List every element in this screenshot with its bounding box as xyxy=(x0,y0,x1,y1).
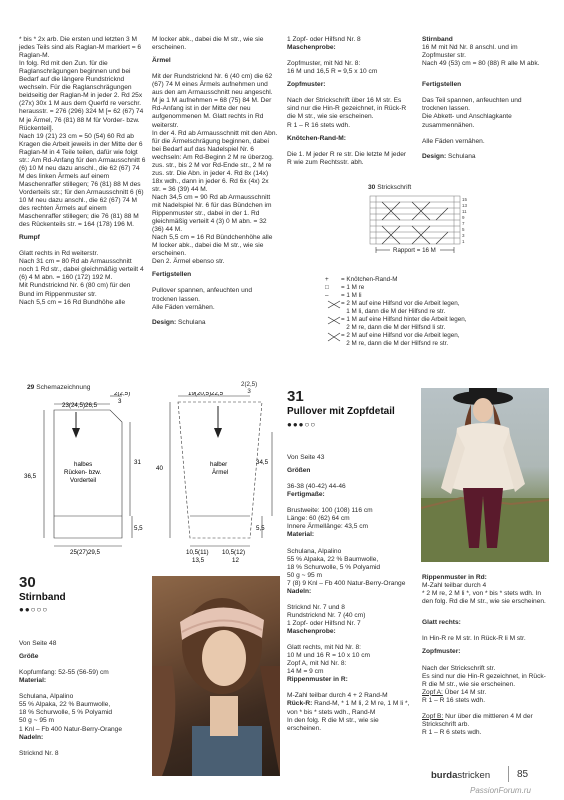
instructions-raglan: * bis * 2x arb. Die ersten und letzten 3 M jedes Teils sind als Raglan-M markiert = 6 Raglan-M. In folg. Rd mit den Zun. für die Raglanschrägungen beginnen und bei Bedarf auf die längere Rundstricknd wechseln. Für die Raglanschrägungen beidseitig der Raglan-M in jeder 2. Rd 25x (27x) 30x 1 M aus dem Querfd re verschr. herausstr. = 276 (296) 324 M [= 62 (67) 74 M je Ärmel, 76 (81) 88 M für Vorder- bzw. Rückenteil]. Nach 19 (21) 23 cm = 50 (54) 60 Rd ab Kragen die Arbeit jeweils in der Mitte der 6 Raglan-M in 4 Teile teilen, dafür wie folgt str.: Am Rd-Anfang für den Armausschnitt 6 (6) 10 M neu dazu anschl., die 62 (67) 74 M des linken Ärmels auf einem Maschenraffer stillegen; 76 (81) 88 M des Vorderteils str.; für den Armausschnitt 6 (6) 10 M neu dazu anschl., die 62 (67) 74 M des rechten Ärmels auf einem Maschenraffer stillegen; die 76 (81) 88 M des Rückenteils str. = 164 (178) 196 M. xyxy=(19,36,146,229)
item-31-number: 31 xyxy=(287,388,304,405)
zopf-a-line: Zopf A: Über 14 M str. R 1 – R 16 stets wdh. xyxy=(422,688,487,704)
item-30-number: 30 xyxy=(19,574,36,591)
legend-text-cable-3: = 2 M auf eine Hilfsnd vor die Arbeit legen, 2 M re, dann die M der Hilfsnd re str. xyxy=(341,332,460,347)
legend-text-cable-1: = 2 M auf eine Hilfsnd vor die Arbeit legen, 1 M li, dann die M der Hilfsnd re str. xyxy=(341,300,460,315)
fertigstellen-text-2: Das Teil spannen, anfeuchten und trocknen lassen. Die Abkett- und Anschlagkante zusammennähen. Alle Fäden vernähen. xyxy=(422,97,522,145)
nadeln-text: Stricknd Nr. 7 und 8 Rundstricknd Nr. 7 (40 cm) 1 Zopf- oder Hilfsnd Nr. 7 xyxy=(287,603,366,627)
design-credit: Design: Schulana xyxy=(152,318,206,326)
dim-front-height: 36,5 xyxy=(24,473,37,480)
dim-front-rib: 5,5 xyxy=(134,525,143,532)
item-30-header xyxy=(19,574,146,614)
heading-groesse: Größe xyxy=(19,653,39,661)
chart-30-caption: 30 Strickschrift xyxy=(368,184,412,191)
legend-sym-purl: – xyxy=(325,292,329,299)
heading-zopfmuster: Zopfmuster: xyxy=(422,648,461,656)
heading-material: Material: xyxy=(19,677,47,685)
model-in-pullover-image xyxy=(421,388,549,562)
label-front-1: halbes xyxy=(74,461,93,468)
pullover-photo xyxy=(421,388,549,562)
heading-rippenmuster: Rippenmuster in R: xyxy=(287,676,348,684)
legend-text-purl: = 1 M li xyxy=(341,292,362,299)
item-30-title: Stirnband xyxy=(19,592,66,603)
legend-text-cable-2: = 1 M auf eine Hilfsnd hinter die Arbeit legen, 2 M re, dann die M der Hilfsnd li str. xyxy=(341,316,467,331)
rapport-label: Rapport = 16 M xyxy=(393,247,436,254)
section-heading-zopfmuster: Zopfmuster: xyxy=(287,81,326,89)
instructions-aermel: Mit der Rundstricknd Nr. 6 (40 cm) die 62 (67) 74 M eines Ärmels aufnehmen und aus den am Armausschnitt neu angeschl. M je 1 M aufnehmen = 68 (75) 84 M. Der Rd-Anfang ist in der Mitte der neu aufgenommenen M. Glatt rechts in Rd weiterstr. In der 4. Rd ab Armausschnitt mit den Abn. für die Ärmelschrägung beginnen, dabei bei Bedarf auf das Nadelspiel Nr. 6 wechseln: Am Rd-Beginn 2 M re überzog. zus. str., bis 2 M vor Rd-Ende str., 2 M re zus. str. Die Abn. in jeder 4. Rd 8x (14x) 18x wdh., dann in jeder 6. Rd 6x (4x) 2x str. = 36 (39) 44 M. Nach 34,5 cm = 90 Rd ab Armausschnitt mit Nadelspiel Nr. 6 für das Bündchen im Rippenmuster str., dabei in der 1. Rd gleichmäßig verteilt 4 (3) 0 M abn. = 32 (36) 44 M. Nach 5,5 cm = 16 Rd Bündchenhöhe alle M locker abk., dabei die M str., wie sie erscheinen. Den 2. Ärmel ebenso str. xyxy=(152,73,278,266)
gauge-text: Zopfmuster, mit Nd Nr. 8: 16 M und 16,5 R = 9,5 x 10 cm xyxy=(287,60,378,76)
column-2 xyxy=(152,28,279,335)
fertigmasse-text: Brustweite: 100 (108) 116 cm Länge: 60 (62) 64 cm Innere Ärmellänge: 43,5 cm xyxy=(287,507,373,531)
item-31-header xyxy=(287,388,412,429)
item-30-details xyxy=(19,632,146,758)
svg-text:12: 12 xyxy=(232,557,239,564)
stirnband-text: 16 M mit Nd Nr. 8 anschl. und im Zopfmuster str. Nach 49 (53) cm = 80 (88) R alle M abk. xyxy=(422,44,540,68)
section-heading-fertigstellen-2: Fertigstellen xyxy=(422,81,462,89)
svg-text:13,5: 13,5 xyxy=(192,557,205,564)
dim-front-top: 23(24,5)26,5 xyxy=(62,402,98,409)
legend-text-edge: = Knötchen-Rand-M xyxy=(341,276,398,283)
legend-text-knit: = 1 M re xyxy=(341,284,365,291)
item-31-title: Pullover mit Zopfdetail xyxy=(287,406,395,417)
item-31-details xyxy=(287,446,412,741)
row-number: 15 xyxy=(462,197,468,202)
rippenmuster-text: M-Zahl teilbar durch 4 + 2 Rand-M xyxy=(287,692,388,700)
groessen-text: 36-38 (40-42) 44-46 xyxy=(287,483,346,491)
column-1 xyxy=(19,28,146,307)
rueck-r-line: Rück-R: Rand-M, * 1 M li, 2 M re, 1 M li *, von * bis * stets wdh., Rand-M In den folg. R die M str., wie sie erscheinen. xyxy=(287,700,410,732)
column-4 xyxy=(422,28,547,169)
row-number: 1 xyxy=(462,239,465,244)
zopfmuster-text: Nach der Strickschrift str. Es sind nur die Hin-R gezeichnet, in Rück-R die M str., wie sie erscheinen. xyxy=(422,664,546,688)
row-number: 9 xyxy=(462,215,465,220)
maschenprobe-text: Glatt rechts, mit Nd Nr. 8: 10 M und 16 R = 10 x 10 cm Zopf A, mit Nd Nr. 8: 14 M = 9 cm xyxy=(287,644,371,676)
label-front-3: Vorderteil xyxy=(70,477,97,484)
label-sleeve-2: Ärmel xyxy=(212,469,229,476)
row-number: 7 xyxy=(462,221,465,226)
section-heading-stirnband: Stirnband xyxy=(422,36,453,44)
instructions-intro: M locker abk., dabei die M str., wie sie erscheinen. xyxy=(152,36,264,52)
watermark: PassionForum.ru xyxy=(470,786,531,795)
section-heading-aermel: Ärmel xyxy=(152,57,171,65)
dim-sleeve-bottom-left: 10,5(11) xyxy=(186,549,209,556)
instructions-fertigstellen: Pullover spannen, anfeuchten und trocknen lassen. Alle Fäden vernähen. xyxy=(152,287,253,311)
schema-29-caption: 29 Schemazeichnung xyxy=(27,384,91,391)
material-text: Schulana, Alpalino 55 % Alpaka, 22 % Baumwolle, 18 % Schurwolle, 5 % Polyamid 50 g ~ 95 m 7 (8) 9 Knl – Fb 400 Natur-Berry-Orange xyxy=(287,547,406,587)
heading-maschenprobe: Maschenprobe: xyxy=(287,628,336,636)
headband-photo xyxy=(152,576,280,776)
row-numbers xyxy=(462,197,468,244)
dim-sleeve-shoulder: 2(2,5) 3 xyxy=(241,381,258,396)
dim-front-side: 31 xyxy=(134,459,141,466)
instructions-rumpf: Glatt rechts in Rd weiterstr. Nach 31 cm = 80 Rd ab Armausschnitt noch 1 Rd str., dabei gleichmäßig verteilt 4 (6) 4 M abn. = 160 (172) 192 M. Mit Rundstricknd Nr. 6 (80 cm) für den Bund im Rippenmuster str. Nach 5,5 cm = 16 Rd Bundhöhe alle xyxy=(19,250,144,306)
row-number: 5 xyxy=(462,227,465,232)
heading-nadeln: Nadeln: xyxy=(287,587,312,595)
schematic-drawing xyxy=(10,392,280,564)
knoetchen-text: Die 1. M jeder R re str. Die letzte M jeder R wie zum Rechtsstr. abh. xyxy=(287,150,407,166)
page-reference: Von Seite 43 xyxy=(287,454,325,462)
page-reference: Von Seite 48 xyxy=(19,640,57,648)
rippen-rd-text: M-Zahl teilbar durch 4 * 2 M re, 2 M li *, von * bis * stets wdh. In den folg. Rd die M str., wie sie erscheinen. xyxy=(422,582,546,606)
cable-crossings xyxy=(382,202,448,244)
material-text: Schulana, Alpalino 55 % Alpaka, 22 % Baumwolle, 18 % Schurwolle, 5 % Polyamid 50 g ~ 95 m 1 Knl – Fb 400 Natur-Berry-Orange xyxy=(19,693,122,733)
dim-front-bottom: 25(27)29,5 xyxy=(70,549,100,556)
heading-glatt-rechts: Glatt rechts: xyxy=(422,619,461,627)
dim-sleeve-bottom-right: 10,5(12) xyxy=(222,549,246,556)
dim-front-shoulder: 2(2,5) xyxy=(114,392,131,397)
heading-fertigmasse: Fertigmaße: xyxy=(287,491,325,499)
row-number: 11 xyxy=(462,209,467,214)
row-number: 13 xyxy=(462,203,468,208)
page-number: 85 xyxy=(517,769,529,780)
dim-sleeve-rib: 5,5 xyxy=(256,525,265,532)
heading-rippen-rd: Rippenmuster in Rd: xyxy=(422,574,487,582)
column-4-bottom xyxy=(422,566,549,745)
footer-divider xyxy=(508,766,509,782)
section-heading-rumpf: Rumpf xyxy=(19,234,40,242)
dim-sleeve-top: 19(20,5)22,5 xyxy=(188,392,224,397)
difficulty-rating: ●●○○○ xyxy=(19,605,49,614)
heading-nadeln: Nadeln: xyxy=(19,733,44,741)
legend-sym-knit: □ xyxy=(325,284,329,291)
row-number: 3 xyxy=(462,233,465,238)
section-heading-knoetchen: Knötchen-Rand-M: xyxy=(287,134,346,142)
groesse-text: Kopfumfang: 52-55 (56-59) cm xyxy=(19,669,109,677)
model-with-headband-image xyxy=(152,576,280,776)
magazine-brand: burdastricken xyxy=(431,770,491,781)
heading-groessen: Größen xyxy=(287,467,311,475)
section-heading-maschenprobe: Maschenprobe: xyxy=(287,44,336,52)
dim-sleeve-height: 40 xyxy=(156,465,163,472)
design-credit-2: Design: Schulana xyxy=(422,152,476,160)
glatt-rechts-text: In Hin-R re M str. In Rück-R li M str. xyxy=(422,635,526,643)
tool-note: 1 Zopf- oder Hilfsnd Nr. 8 xyxy=(287,36,361,44)
difficulty-rating: ●●●○○ xyxy=(287,420,317,429)
zopfmuster-text: Nach der Strickschrift über 16 M str. Es sind nur die Hin-R gezeichnet, in Rück-R die M str., wie sie erscheinen. R 1 – R 16 stets wdh. xyxy=(287,97,407,129)
nadeln-text: Stricknd Nr. 8 xyxy=(19,749,59,757)
svg-text:3: 3 xyxy=(118,398,122,405)
section-heading-fertigstellen: Fertigstellen xyxy=(152,271,192,279)
knitting-chart xyxy=(360,192,480,258)
zopf-b-line: Zopf B: Nur über die mittleren 4 M der Strickschrift arb. R 1 – R 6 stets wdh. xyxy=(422,712,533,736)
label-front-2: Rücken- bzw. xyxy=(64,469,102,476)
heading-material: Material: xyxy=(287,531,315,539)
column-3 xyxy=(287,28,412,167)
dim-sleeve-side: 34,5 xyxy=(256,459,269,466)
label-sleeve-1: halber xyxy=(210,461,228,468)
legend-sym-edge: + xyxy=(325,276,329,283)
